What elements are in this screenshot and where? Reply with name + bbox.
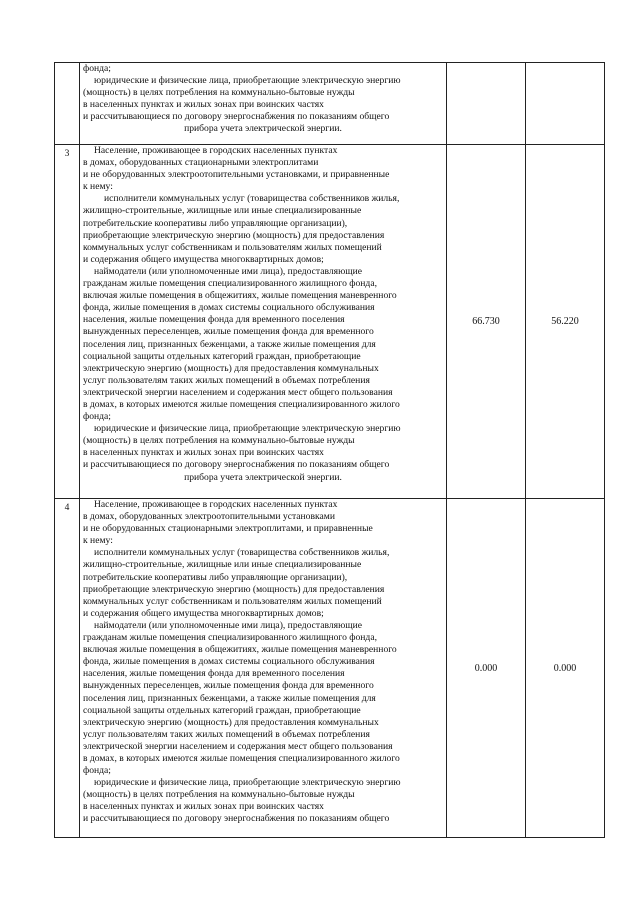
table-row — [55, 145, 605, 499]
row-description — [80, 145, 447, 499]
text-line: жилищно-строительные, жилищные или иные специализированные — [83, 559, 362, 571]
text-line: фонда; — [83, 411, 111, 423]
text-line: в населенных пунктах и жилых зонах при воинских частях — [83, 99, 324, 111]
text-line: услуг пользователям таких жилых помещений в объемах потребления — [83, 374, 370, 386]
text-line: социальной защиты отдельных категорий граждан, приобретающие — [83, 350, 361, 362]
text-line: и рассчитывающиеся по договору энергоснабжения по показаниям общего — [83, 459, 390, 471]
text-line: населения, жилые помещения фонда для временного поселения — [83, 314, 345, 326]
text-line: электрическую энергию (мощность) для предоставления коммунальных — [83, 716, 379, 728]
text-line: коммунальных услуг собственникам и пользователям жилых помещений — [83, 595, 382, 607]
text-line: фонда; — [83, 63, 111, 74]
text-line: приобретающие электрическую энергию (мощность) для предоставления — [83, 229, 385, 241]
text-line: исполнители коммунальных услуг (товарищества собственников жилья, — [94, 547, 390, 559]
text-line: включая жилые помещения в общежитиях, жилые помещения маневренного — [83, 644, 397, 656]
text-line: вынужденных переселенцев, жилые помещения фонда для временного — [83, 680, 374, 692]
text-line: поселения лиц, признанных беженцами, а также жилые помещения для — [83, 692, 376, 704]
text-line: электрической энергии населением и содержания мест общего пользования — [83, 386, 393, 398]
text-line: коммунальных услуг собственникам и пользователям жилых помещений — [83, 241, 382, 253]
text-line: прибора учета электрической энергии. — [184, 123, 342, 135]
text-line: Население, проживающее в городских населенных пунктах — [94, 499, 338, 510]
text-line: гражданам жилые помещения специализированного жилищного фонда, — [83, 632, 377, 644]
row-number: 4 — [55, 499, 80, 838]
text-line: в населенных пунктах и жилых зонах при воинских частях — [83, 801, 324, 813]
tariff-value-1: 0.000 — [447, 499, 526, 838]
table-row — [55, 63, 605, 145]
text-line: и содержания общего имущества многоквартирных домов; — [83, 607, 324, 619]
tariff-table — [54, 62, 605, 838]
text-line: наймодатели (или уполномоченные ими лица), предоставляющие — [94, 265, 363, 277]
text-line: юридические и физические лица, приобретающие электрическую энергию — [94, 75, 401, 87]
text-line: потребительские кооперативы либо управляющие организации), — [83, 217, 348, 229]
text-line: (мощность) в целях потребления на коммунально-бытовые нужды — [83, 87, 355, 99]
table-row — [55, 499, 605, 838]
text-line: в домах, в которых имеются жилые помещения специализированного жилого — [83, 752, 400, 764]
text-line: и рассчитывающиеся по договору энергоснабжения по показаниям общего — [83, 111, 390, 123]
text-line: в домах, в которых имеются жилые помещения специализированного жилого — [83, 398, 400, 410]
text-line: наймодатели (или уполномоченные ими лица), предоставляющие — [94, 619, 363, 631]
text-line: социальной защиты отдельных категорий граждан, приобретающие — [83, 704, 361, 716]
text-line: в домах, оборудованных электроотопительными установками — [83, 511, 335, 523]
text-line: в домах, оборудованных стационарными электроплитами — [83, 157, 319, 169]
text-line: жилищно-строительные, жилищные или иные специализированные — [83, 205, 362, 217]
text-line: и рассчитывающиеся по договору энергоснабжения по показаниям общего — [83, 813, 390, 825]
text-line: приобретающие электрическую энергию (мощность) для предоставления — [83, 583, 385, 595]
text-line: юридические и физические лица, приобретающие электрическую энергию — [94, 777, 401, 789]
text-line: фонда, жилые помещения в домах системы социального обслуживания — [83, 302, 375, 314]
row-description — [80, 499, 447, 838]
text-line: поселения лиц, признанных беженцами, а также жилые помещения для — [83, 338, 376, 350]
text-line: (мощность) в целях потребления на коммунально-бытовые нужды — [83, 789, 355, 801]
text-line: потребительские кооперативы либо управляющие организации), — [83, 571, 348, 583]
text-line: и не оборудованных электроотопительными установками, и приравненные — [83, 169, 390, 181]
text-line: в населенных пунктах и жилых зонах при воинских частях — [83, 447, 324, 459]
text-line: включая жилые помещения в общежитиях, жилые помещения маневренного — [83, 290, 397, 302]
text-line: Население, проживающее в городских населенных пунктах — [94, 145, 338, 156]
row-description — [80, 63, 447, 145]
text-line: фонда, жилые помещения в домах системы социального обслуживания — [83, 656, 375, 668]
text-line: вынужденных переселенцев, жилые помещения фонда для временного — [83, 326, 374, 338]
text-line: электрической энергии населением и содержания мест общего пользования — [83, 740, 393, 752]
text-line: (мощность) в целях потребления на коммунально-бытовые нужды — [83, 435, 355, 447]
tariff-value-2: 56.220 — [526, 145, 605, 499]
text-line: и не оборудованных стационарными электроплитами, и приравненные — [83, 523, 373, 535]
row-number: 3 — [55, 145, 80, 499]
text-line: населения, жилые помещения фонда для временного поселения — [83, 668, 345, 680]
text-line: фонда; — [83, 765, 111, 777]
text-line: прибора учета электрической энергии. — [184, 471, 342, 483]
row-number — [55, 63, 80, 145]
text-line: к нему: — [83, 181, 113, 193]
text-line: к нему: — [83, 535, 113, 547]
text-line: гражданам жилые помещения специализированного жилищного фонда, — [83, 278, 377, 290]
tariff-value-2 — [526, 63, 605, 145]
tariff-value-1: 66.730 — [447, 145, 526, 499]
text-line: юридические и физические лица, приобретающие электрическую энергию — [94, 423, 401, 435]
text-line: услуг пользователям таких жилых помещений в объемах потребления — [83, 728, 370, 740]
tariff-value-1 — [447, 63, 526, 145]
text-line: исполнители коммунальных услуг (товарищества собственников жилья, — [104, 193, 400, 205]
tariff-value-2: 0.000 — [526, 499, 605, 838]
text-line: и содержания общего имущества многоквартирных домов; — [83, 253, 324, 265]
text-line: электрическую энергию (мощность) для предоставления коммунальных — [83, 362, 379, 374]
